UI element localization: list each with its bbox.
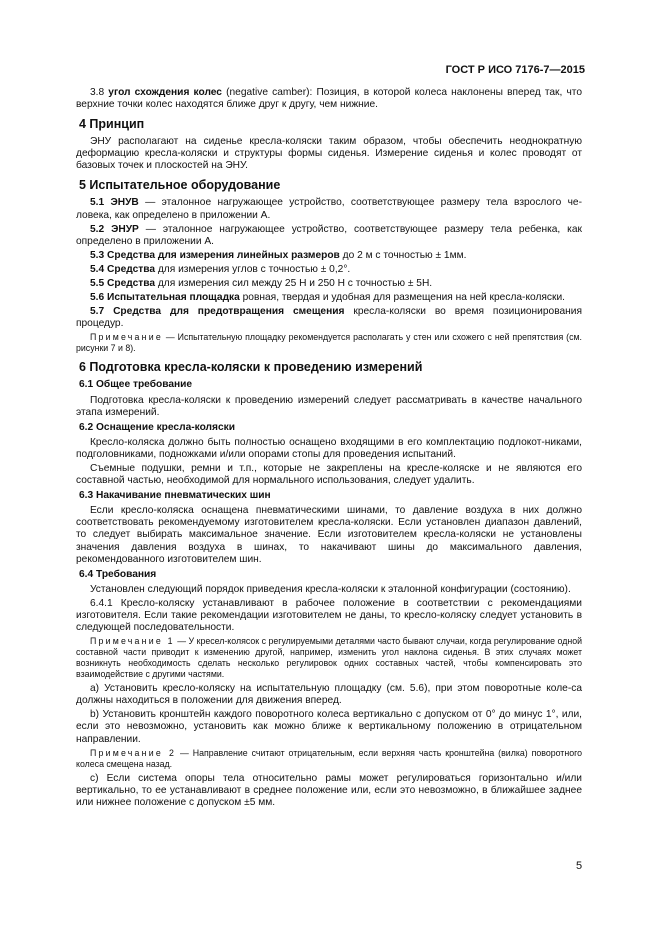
page-body [76, 87, 582, 811]
note-1 [76, 636, 582, 680]
note-label: Примечание [90, 332, 163, 343]
note-2 [76, 748, 582, 770]
note-text: — Направление считают отрицательным, если верхняя часть кронштейна (вилка) поворотного колеса смещена назад. [76, 747, 582, 769]
clause-5-3 [76, 250, 582, 262]
definition-text: (negative camber): Позиция, в которой колеса наклонены вперед так, что верхние точки колес находятся ближе друг к другу, чем нижние. [76, 87, 582, 111]
clause-text: до 2 м с точностью ± 1мм. [339, 249, 467, 261]
note-text: — Испытательную площадку рекомендуется располагать у стен или схожего с ней препятствия (см. рисунки 7 и 8). [76, 332, 582, 354]
section-heading-6: 6 Подготовка кресла-коляски к проведению измерений [79, 360, 423, 375]
clause-5-5 [76, 278, 582, 290]
clause-5-1 [76, 197, 582, 221]
clause-5-4 [76, 264, 582, 276]
step-a: а) Установить кресло-коляску на испытательную площадку (см. 5.6), при этом поворотные коле-са должны находиться в положении для движения вперед. [76, 683, 582, 707]
clause-text: для измерения углов с точностью ± 0,2°. [155, 263, 351, 275]
clause-text: кресла-коляски во время позиционирования процедур. [76, 306, 582, 330]
term: угол схождения колес [108, 87, 222, 98]
document-header: ГОСТ Р ИСО 7176-7—2015 [445, 64, 585, 76]
note-5 [76, 332, 582, 354]
paragraph-6-4: Установлен следующий порядок приведения кресла-коляски к эталонной конфигурации (состоянию). [90, 583, 571, 595]
paragraph-6-2-a: Кресло-коляска должно быть полностью оснащено входящими в его комплектацию подлокот-никами, подголовниками, подножками и/или опорами стопы для проведения испытаний. [76, 436, 582, 460]
section-heading-4: 4 Принцип [79, 117, 145, 132]
clause-text: — эталонное нагружающее устройство, соответствующее размеру тела взрослого че-ловека, как определено в приложении А. [76, 197, 582, 221]
paragraph-6-1: Подготовка кресла-коляски к проведению измерений следует рассматривать в качестве начального этапа измерений. [76, 394, 582, 418]
paragraph-6-3: Если кресло-коляска оснащена пневматическими шинами, то давление воздуха в них должно соответствовать рекомендуемому изготовителем кресла-коляски. Если установлен диапазон давлений, то следует выбирать максимальное значение. Если изготовителем кресла-коляски не установлены значения давления воздуха в шинах, то накачивают шины до максимального давления, рекомендованного изготовителем шин. [76, 505, 582, 565]
subsection-heading-6-1: 6.1 Общее требование [79, 379, 193, 391]
paragraph-4: ЭНУ располагают на сиденье кресла-коляски таким образом, чтобы обеспечить неоднократную деформацию кресла-коляски и структуры формы сиденья. Измерение сиденья и колес проводят от базовых точек и плоскостей на ЭНУ. [76, 136, 582, 172]
clause-5-7 [76, 306, 582, 330]
clause-label: 5.1 ЭНУВ [90, 197, 139, 209]
clause-6-4-1: 6.4.1 Кресло-коляску устанавливают в рабочее положение в соответствии с рекомендациями изготовителя. Если такие рекомендации изготовителем не даны, то кресло-коляску следует установить в следующей последовательности. [76, 597, 582, 634]
clause-text: — эталонное нагружающее устройство, соответствующее размеру тела ребенка, как определено в приложении А. [76, 223, 582, 247]
note-label: Примечание 1 [90, 636, 175, 647]
clause-5-2 [76, 224, 582, 248]
clause-label: 5.7 Средства для предотвращения смещения [90, 306, 345, 318]
note-label: Примечание 2 [90, 747, 177, 758]
section-heading-5: 5 Испытательное оборудование [79, 178, 281, 193]
clause-number: 3.8 [90, 87, 109, 98]
clause-text: для измерения сил между 25 Н и 250 Н с точностью ± 5Н. [155, 278, 433, 290]
paragraph-6-2-b: Съемные подушки, ремни и т.п., которые не закреплены на кресле-коляске и не являются его составной частью, необходимой для нормального использования, следует удалить. [76, 462, 582, 487]
clause-5-6 [76, 292, 582, 304]
definition-3-8 [76, 87, 582, 111]
subsection-heading-6-2: 6.2 Оснащение кресла-коляски [79, 421, 236, 433]
clause-label: 5.5 Средства [90, 278, 156, 290]
page-number: 5 [576, 860, 583, 872]
note-text: — У кресел-колясок с регулируемыми деталями часто бывают случаи, когда регулирование одной составной части приводит к изменению другой, например, изменить угол наклона сиденья. В этих случаях может возникнуть необходимость сделать несколько регулировок одних составных частей, чтобы компенсировать это взаимодействие с другими частями. [76, 636, 583, 680]
subsection-heading-6-4: 6.4 Требования [79, 568, 157, 580]
subsection-heading-6-3: 6.3 Накачивание пневматических шин [79, 490, 271, 502]
clause-text: ровная, твердая и удобная для размещения на ней кресла-коляски. [239, 292, 565, 304]
clause-label: 5.6 Испытательная площадка [90, 292, 240, 304]
step-c: c) Если система опоры тела относительно рамы может регулироваться горизонтально и/или вертикально, то ее устанавливают в среднее положение или, если это невозможно, в ближайшее заднее или нижнее положение с допуском ±5 мм. [76, 772, 582, 808]
clause-label: 5.3 Средства для измерения линейных размеров [90, 249, 340, 261]
clause-label: 5.2 ЭНУР [90, 223, 139, 235]
step-b: b) Установить кронштейн каждого поворотного колеса вертикально с допуском от 0° до минус 1°, или, если это невозможно, установить как можно ближе к вертикальному положению в отрицательном направлении. [76, 709, 582, 745]
clause-label: 5.4 Средства [90, 263, 156, 275]
